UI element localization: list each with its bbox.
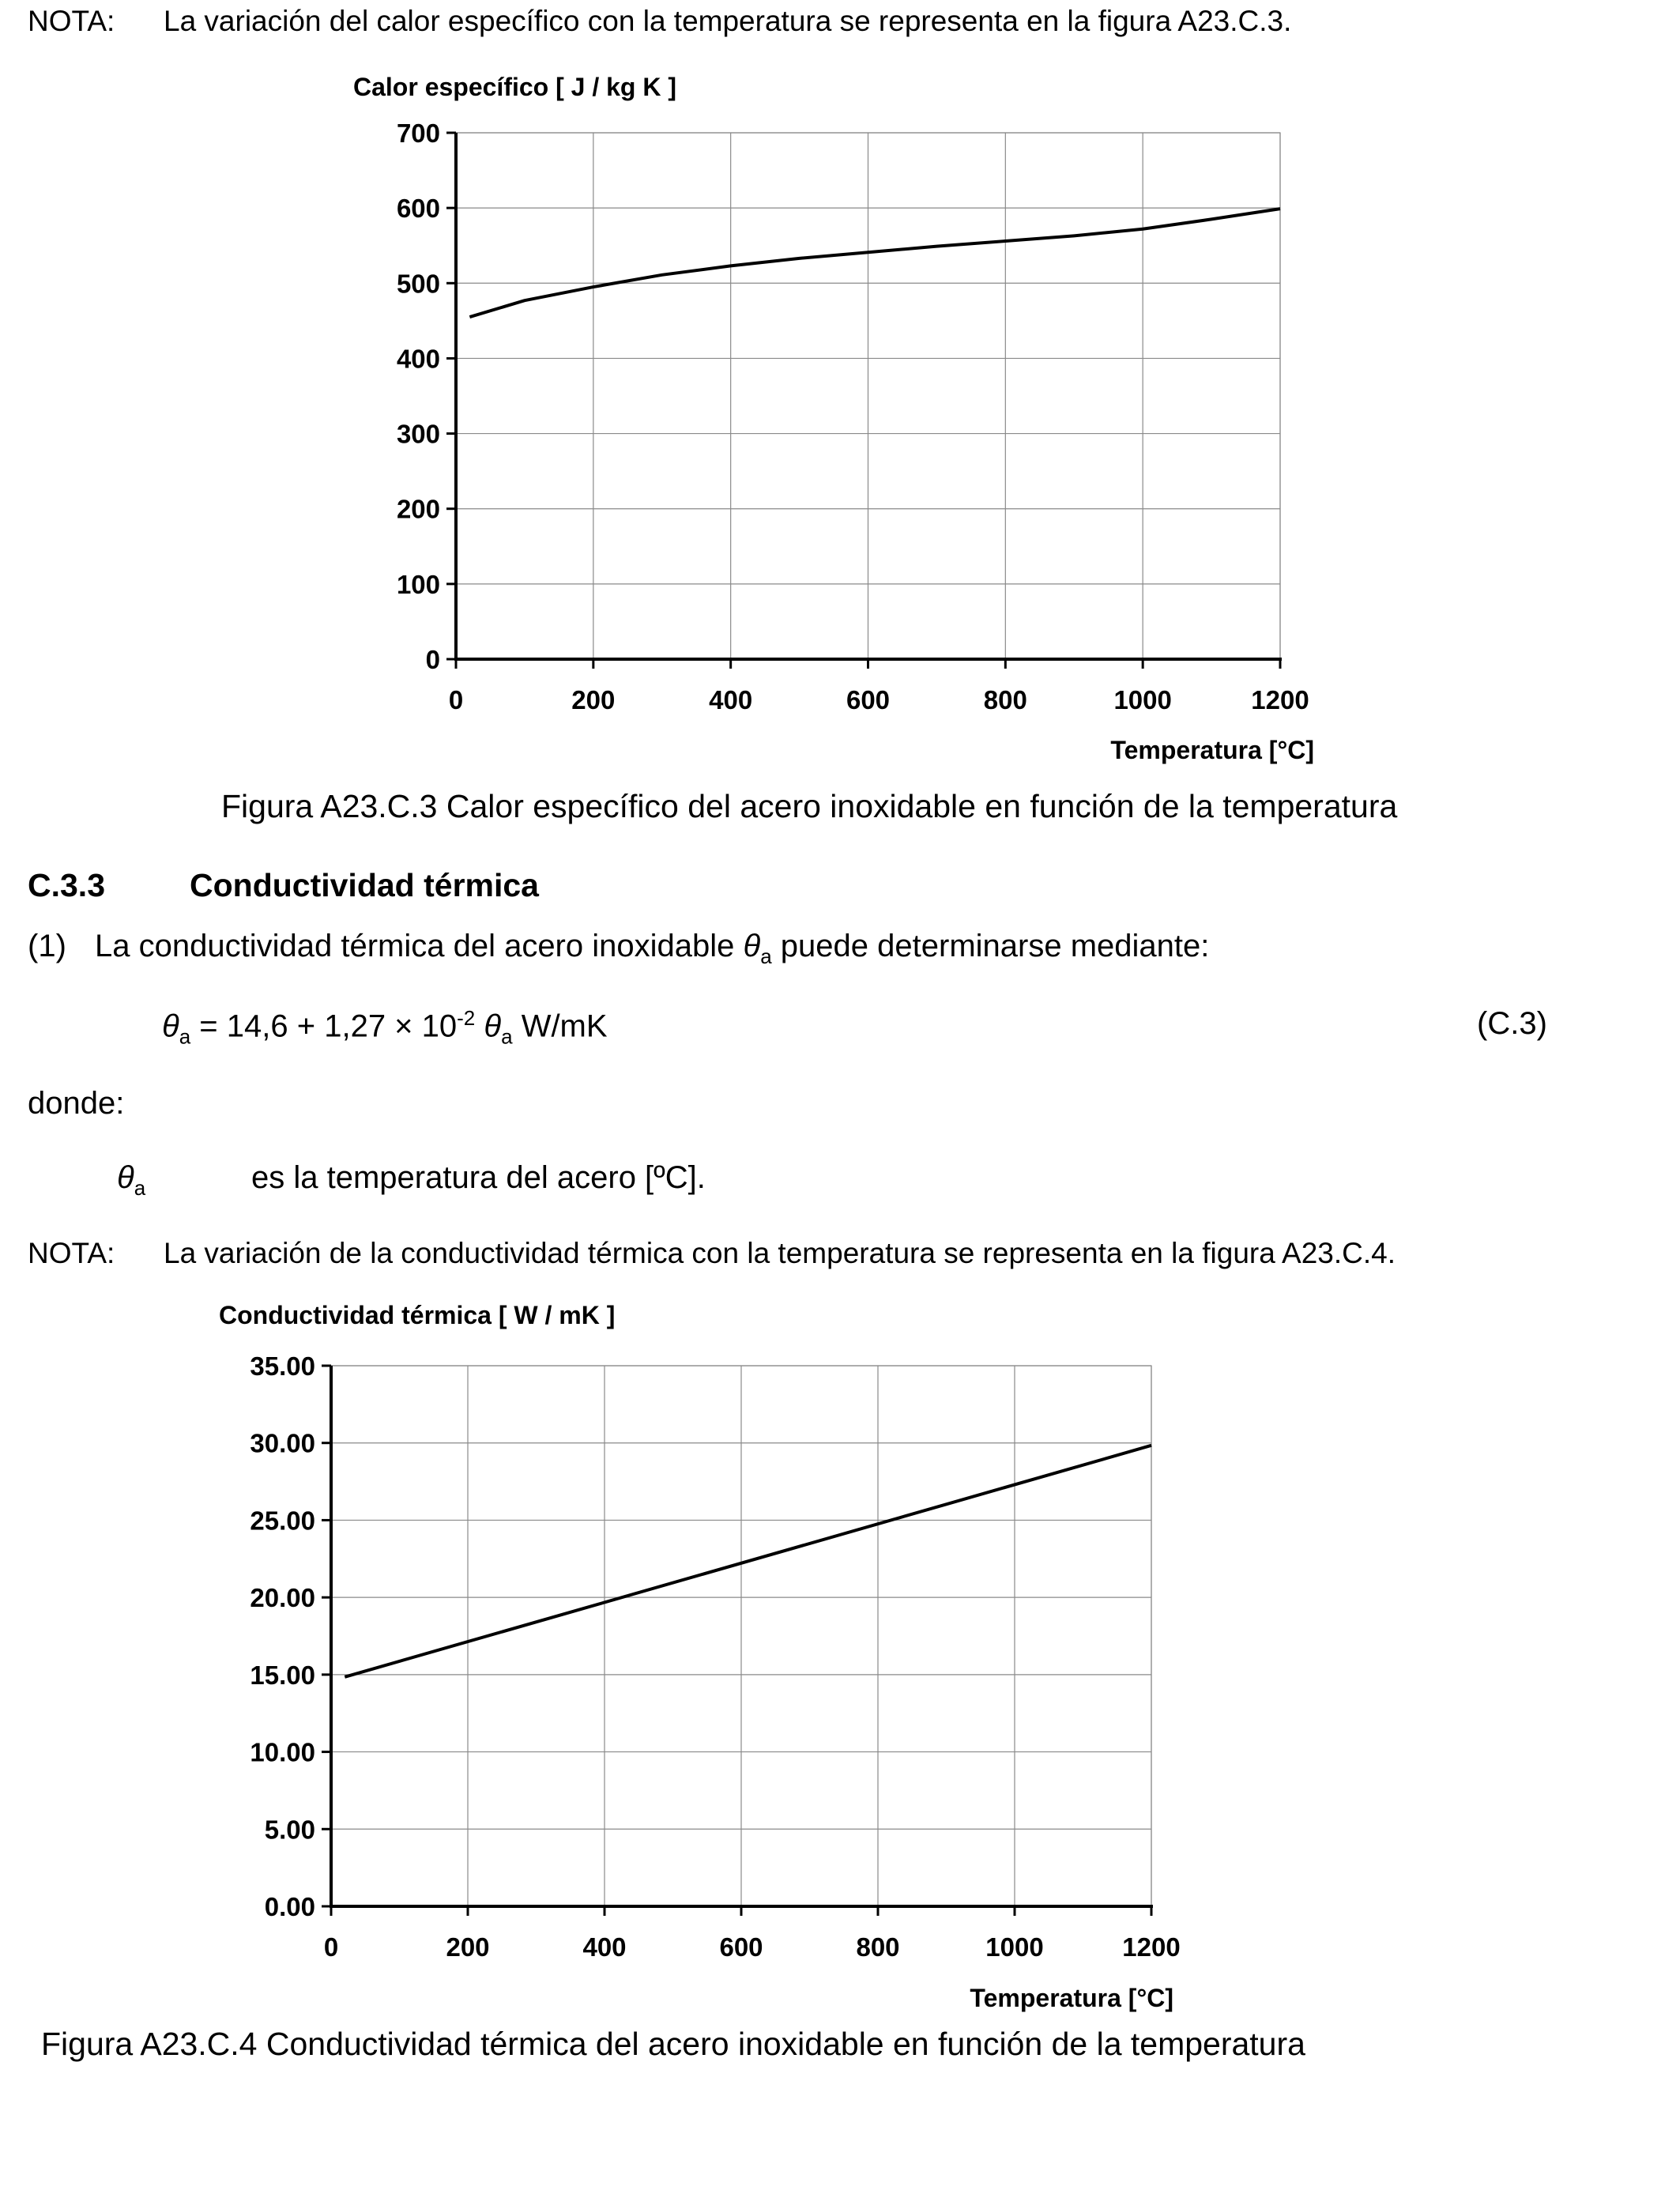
y-tick-label: 300	[396, 419, 440, 449]
note-label: NOTA:	[28, 1237, 115, 1269]
y-tick-label: 30.00	[250, 1428, 315, 1458]
x-tick-label: 200	[571, 685, 616, 714]
y-tick-label: 35.00	[250, 1351, 315, 1381]
series-line	[345, 1446, 1151, 1677]
x-tick-label: 1200	[1122, 1932, 1181, 1962]
x-tick-label: 800	[856, 1932, 900, 1962]
y-tick-label: 500	[396, 269, 440, 299]
note-text: La variación de la conductividad térmica con la temperatura se representa en la figura A23.C.4.	[164, 1237, 1396, 1269]
x-tick-label: 1200	[1251, 685, 1309, 714]
x-tick-label: 1000	[985, 1932, 1044, 1962]
x-tick-label: 0	[323, 1932, 339, 1962]
y-tick-label: 15.00	[250, 1660, 315, 1690]
x-tick-label: 400	[709, 685, 753, 714]
x-tick-label: 200	[446, 1932, 490, 1962]
y-tick-label: 100	[396, 569, 440, 599]
x-tick-label: 0	[448, 685, 464, 714]
donde-label: donde:	[28, 1086, 125, 1121]
equation: $\theta_a = 14,6 + 1,27 \times 10^{-2}$ $\theta_a$ W/mK	[162, 1006, 608, 1049]
y-tick-label: 200	[396, 494, 440, 524]
note-label: NOTA:	[28, 5, 115, 37]
y-tick-label: 20.00	[250, 1583, 315, 1613]
chart-title: Calor específico [ J / kg K ]	[353, 73, 676, 101]
figure-caption: Figura A23.C.3 Calor específico del acero inoxidable en función de la temperatura	[221, 788, 1398, 824]
x-tick-label: 1000	[1113, 685, 1172, 714]
paragraph-text: La conductividad térmica del acero inoxidable $\theta_a$ puede determinarse mediante:	[95, 929, 1210, 968]
equation-number: (C.3)	[1477, 1006, 1547, 1041]
y-tick-label: 0.00	[264, 1892, 315, 1921]
note-text: La variación del calor específico con la temperatura se representa en la figura A23.C.3.	[164, 5, 1292, 37]
figure-caption: Figura A23.C.4 Conductividad térmica del acero inoxidable en función de la temperatura	[41, 2026, 1305, 2062]
y-tick-label: 5.00	[264, 1815, 315, 1845]
section-title: Conductividad térmica	[190, 867, 539, 903]
x-tick-label: 600	[719, 1932, 763, 1962]
x-axis-title: Temperatura [°C]	[1110, 736, 1314, 764]
x-tick-label: 400	[582, 1932, 627, 1962]
chart-title: Conductividad térmica [ W / mK ]	[219, 1301, 616, 1329]
y-tick-label: 10.00	[250, 1737, 315, 1767]
y-tick-label: 600	[396, 194, 440, 224]
definition-symbol: $\theta_a$	[117, 1160, 146, 1200]
section-number: C.3.3	[28, 867, 105, 903]
y-tick-label: 400	[396, 344, 440, 374]
x-axis-title: Temperatura [°C]	[970, 1984, 1173, 2012]
y-tick-label: 700	[396, 119, 440, 148]
y-tick-label: 0	[425, 645, 440, 674]
paragraph-number: (1)	[28, 929, 66, 963]
y-tick-label: 25.00	[250, 1506, 315, 1536]
definition-text: es la temperatura del acero [ºC].	[251, 1160, 706, 1195]
x-tick-label: 600	[846, 685, 891, 714]
x-tick-label: 800	[983, 685, 1027, 714]
